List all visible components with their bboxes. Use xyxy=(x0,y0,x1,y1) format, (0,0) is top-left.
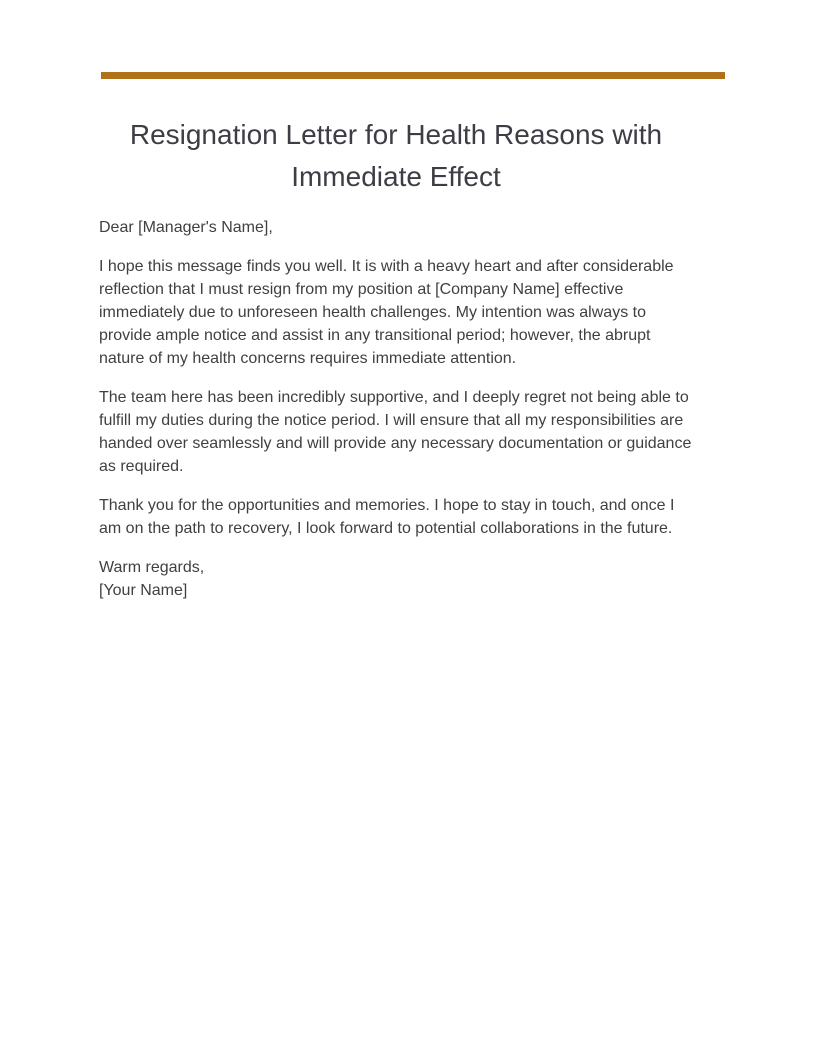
closing: Warm regards, xyxy=(99,559,205,576)
salutation: Dear [Manager's Name], xyxy=(99,219,273,236)
paragraph-team: The team here has been incredibly supportive, and I deeply regret not being able to fulfill my duties during the notice period. I will ensure that all my responsibilities are handed over seamlessly and will provide any necessary documentation or guidance as required. xyxy=(99,389,692,475)
accent-divider xyxy=(101,72,725,79)
signoff xyxy=(99,556,699,602)
paragraph-intro: I hope this message finds you well. It is with a heavy heart and after considerable reflection that I must resign from my position at [Company Name] effective immediately due to unforeseen health challenges. My intention was always to provide ample notice and assist in any transitional period; however, the abrupt nature of my health concerns requires immediate attention. xyxy=(99,258,674,367)
signature-name: [Your Name] xyxy=(99,582,188,599)
paragraph-thanks: Thank you for the opportunities and memories. I hope to stay in touch, and once I am on the path to recovery, I look forward to potential collaborations in the future. xyxy=(99,497,675,537)
page-title: Resignation Letter for Health Reasons with Immediate Effect xyxy=(129,119,663,192)
letter-body xyxy=(99,216,699,618)
